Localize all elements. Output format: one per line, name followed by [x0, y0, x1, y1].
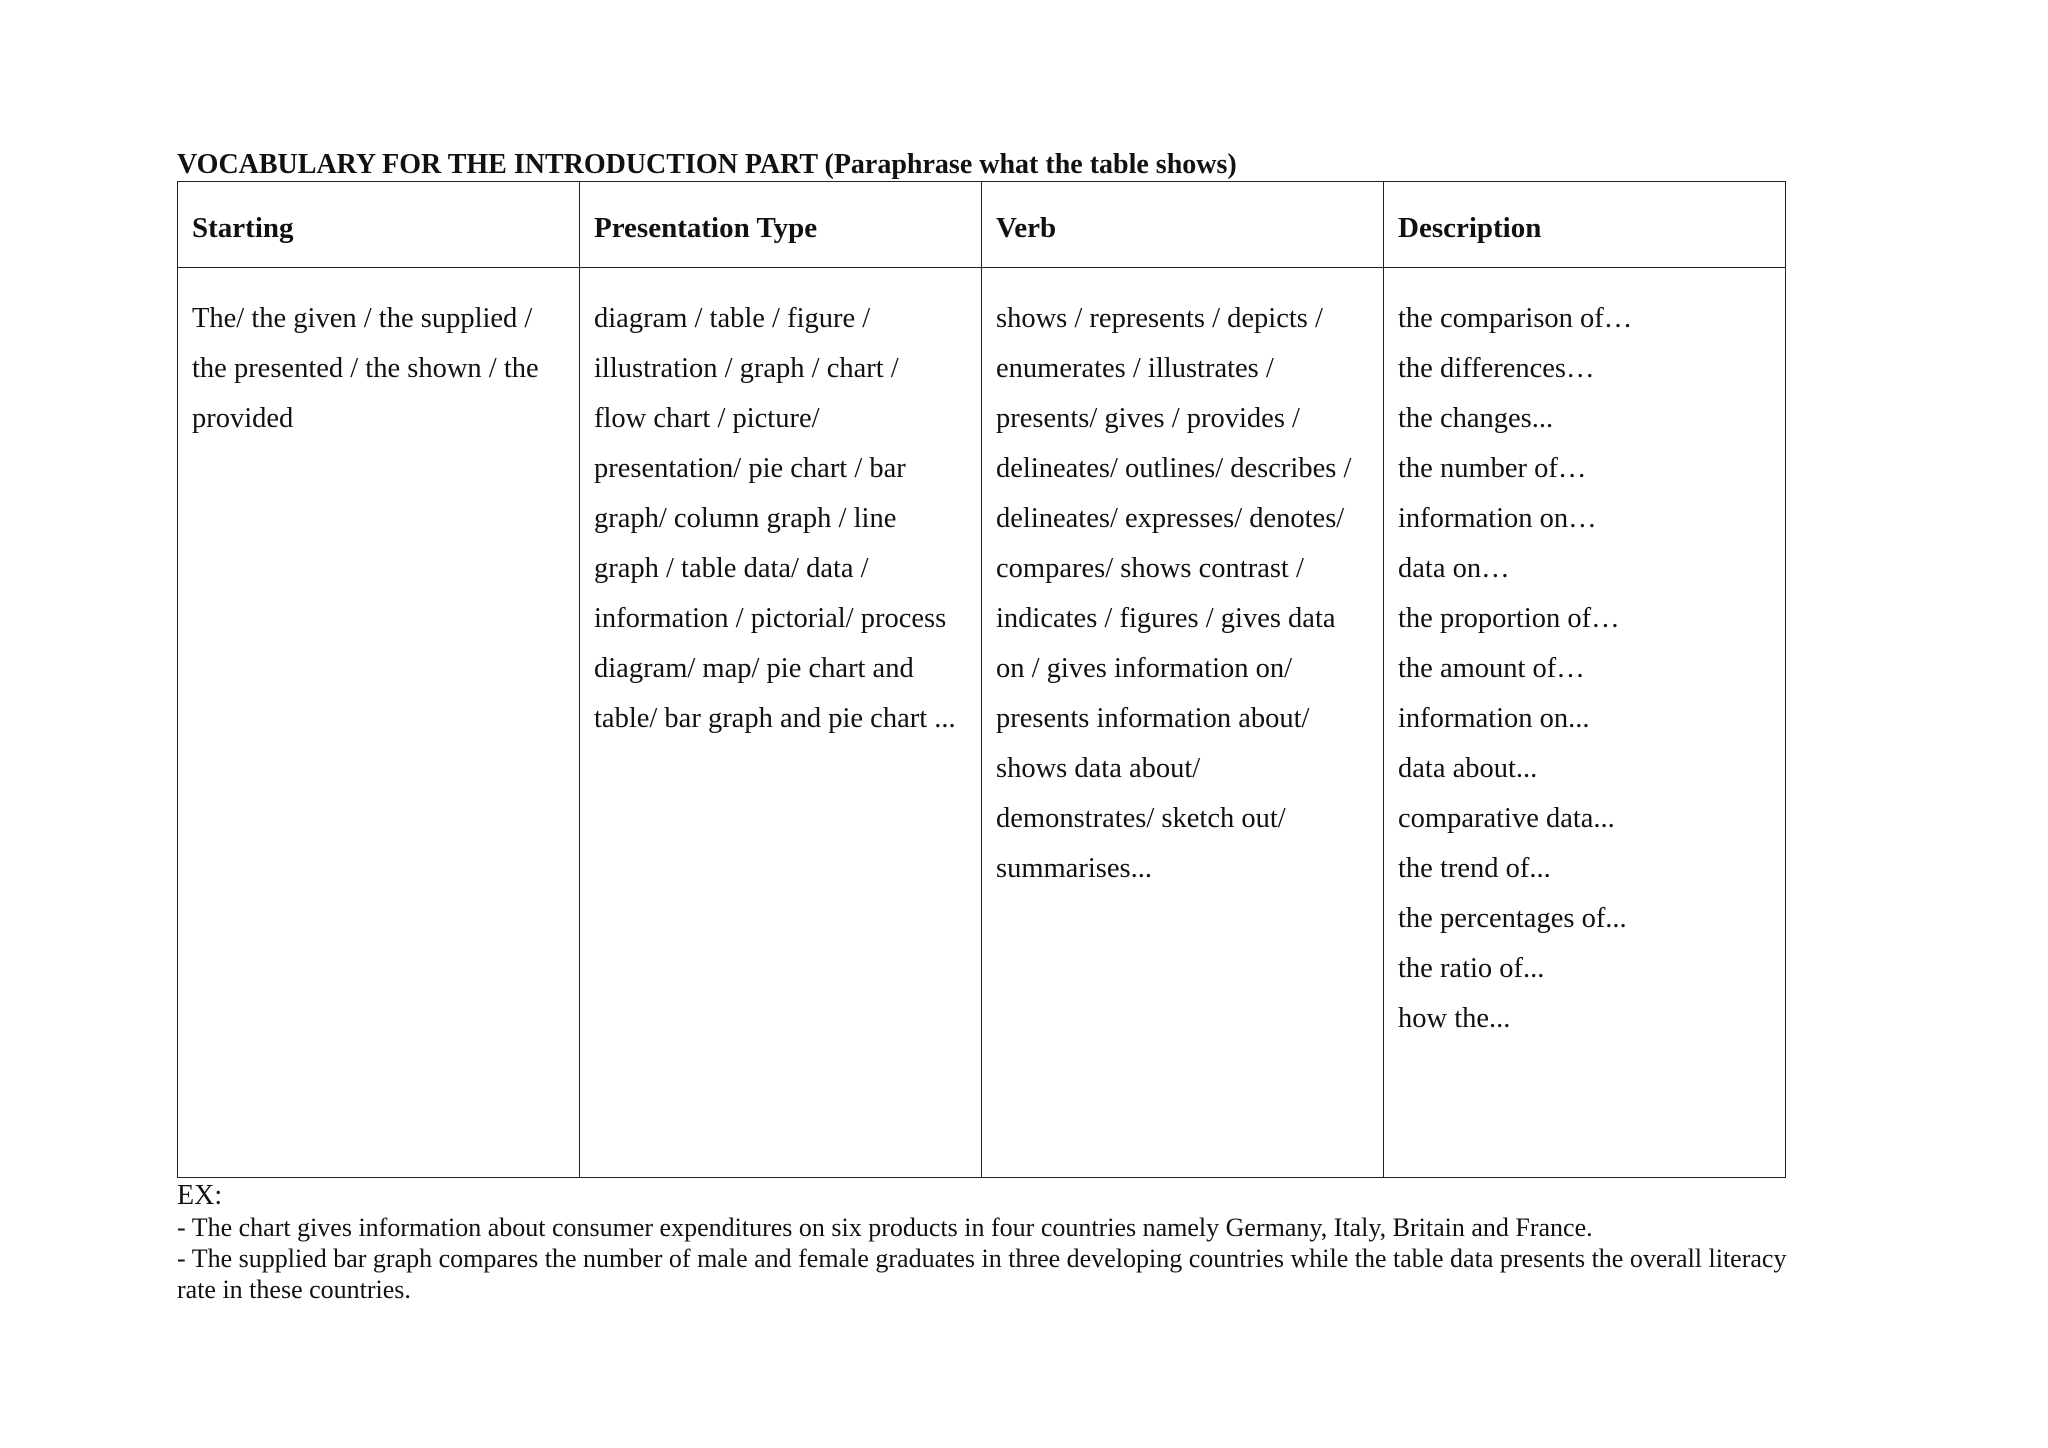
cell-line: the presented / the shown / the: [192, 353, 539, 384]
example-line: - The chart gives information about consumer expenditures on six products in four countries namely Germany, Italy, Britain and France.: [177, 1213, 1593, 1242]
cell-line: flow chart / picture/: [594, 403, 820, 434]
cell-line: presents/ gives / provides /: [996, 403, 1300, 434]
cell-line: indicates / figures / gives data: [996, 603, 1336, 634]
cell-line: delineates/ outlines/ describes /: [996, 453, 1352, 484]
cell-line: presents information about/: [996, 703, 1310, 734]
header-starting: Starting: [178, 182, 580, 268]
cell-line: illustration / graph / chart /: [594, 353, 899, 384]
cell-presentation-type: [580, 268, 982, 1178]
cell-line: data about...: [1398, 753, 1538, 784]
cell-line: the percentages of...: [1398, 903, 1627, 934]
example-line: - The supplied bar graph compares the number of male and female graduates in three developing countries while the table data presents the overall literacy: [177, 1244, 1787, 1273]
cell-line: the amount of…: [1398, 653, 1585, 684]
cell-line: the changes...: [1398, 403, 1554, 434]
cell-line: summarises...: [996, 853, 1152, 884]
cell-line: demonstrates/ sketch out/: [996, 803, 1286, 834]
cell-line: the differences…: [1398, 353, 1595, 384]
cell-line: graph/ column graph / line: [594, 503, 897, 534]
cell-line: compares/ shows contrast /: [996, 553, 1304, 584]
header-description: Description: [1384, 182, 1786, 268]
cell-line: data on…: [1398, 553, 1510, 584]
cell-line: comparative data...: [1398, 803, 1615, 834]
header-verb: Verb: [982, 182, 1384, 268]
cell-description: [1384, 268, 1786, 1178]
cell-line: delineates/ expresses/ denotes/: [996, 503, 1345, 534]
examples-section: [177, 1180, 1877, 1305]
vocabulary-table: [177, 181, 1786, 1178]
document-title: VOCABULARY FOR THE INTRODUCTION PART (Paraphrase what the table shows): [177, 149, 1237, 180]
table-header-row: [178, 182, 1786, 268]
cell-line: the trend of...: [1398, 853, 1551, 884]
cell-line: information / pictorial/ process: [594, 603, 947, 634]
cell-line: The/ the given / the supplied /: [192, 303, 533, 334]
cell-line: the number of…: [1398, 453, 1587, 484]
cell-line: how the...: [1398, 1003, 1511, 1034]
cell-line: shows / represents / depicts /: [996, 303, 1323, 334]
cell-line: diagram/ map/ pie chart and: [594, 653, 914, 684]
cell-starting: [178, 268, 580, 1178]
cell-line: on / gives information on/: [996, 653, 1293, 684]
table-row: [178, 268, 1786, 1178]
cell-line: provided: [192, 403, 294, 434]
cell-line: enumerates / illustrates /: [996, 353, 1274, 384]
cell-line: the comparison of…: [1398, 303, 1633, 334]
cell-line: information on...: [1398, 703, 1590, 734]
cell-line: information on…: [1398, 503, 1597, 534]
cell-line: the proportion of…: [1398, 603, 1620, 634]
cell-line: shows data about/: [996, 753, 1201, 784]
cell-line: table/ bar graph and pie chart ...: [594, 703, 956, 734]
header-presentation-type: Presentation Type: [580, 182, 982, 268]
cell-verb: [982, 268, 1384, 1178]
cell-line: graph / table data/ data /: [594, 553, 869, 584]
example-line: rate in these countries.: [177, 1275, 411, 1304]
cell-line: the ratio of...: [1398, 953, 1545, 984]
cell-line: diagram / table / figure /: [594, 303, 871, 334]
examples-label: EX:: [177, 1180, 223, 1211]
cell-line: presentation/ pie chart / bar: [594, 453, 906, 484]
